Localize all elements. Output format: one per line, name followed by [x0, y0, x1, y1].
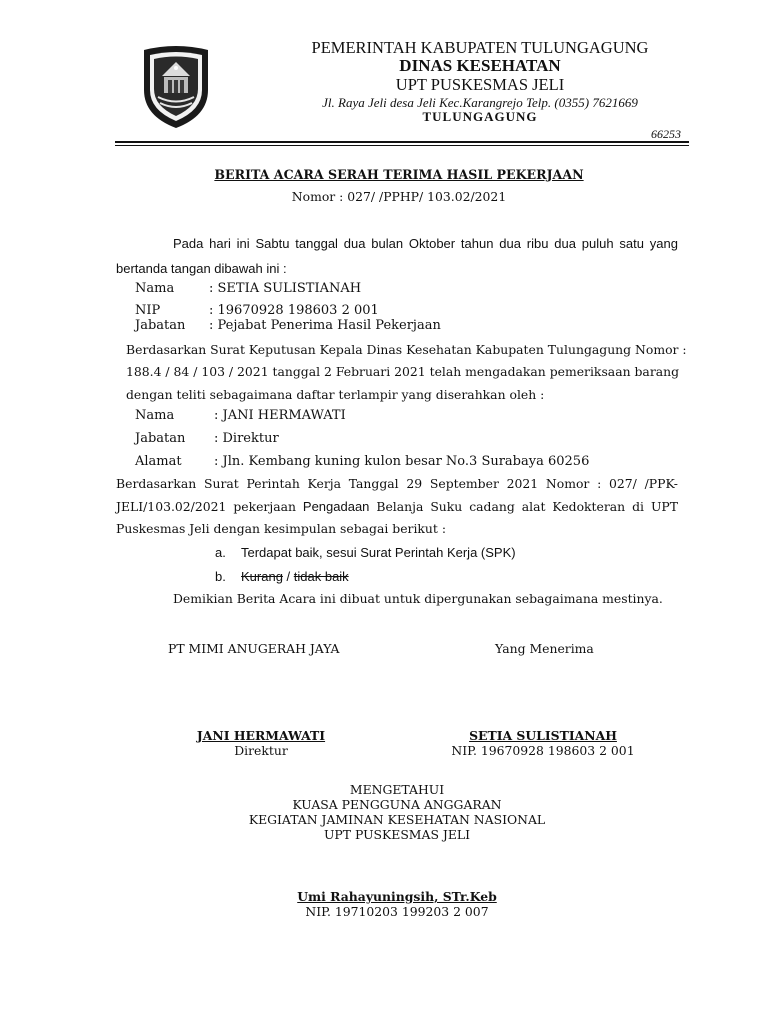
ttd-left-org: PT MIMI ANUGERAH JAYA: [168, 641, 340, 656]
kesimpulan-item-a: Terdapat baik, sesui Surat Perintah Kerja (SPK): [241, 545, 516, 560]
penerima-nama-value: : SETIA SULISTIANAH: [209, 281, 362, 296]
ttd-left-title: Direktur: [234, 743, 288, 758]
berdasarkan1-line1: Berdasarkan Surat Keputusan Kepala Dinas Kesehatan Kabupaten Tulungagung Nomor :: [126, 342, 687, 357]
penyedia-alamat-label: Alamat: [135, 454, 182, 469]
kesimpulan-marker-b: b.: [215, 569, 226, 584]
berdasarkan1-line2: 188.4 / 84 / 103 / 2021 tanggal 2 Februari 2021 telah mengadakan pemeriksaan barang: [126, 364, 680, 379]
kop-line2: DINAS KESEHATAN: [399, 56, 561, 75]
penerima-nip-value: : 19670928 198603 2 001: [209, 303, 379, 318]
kesimpulan-item-b: [241, 569, 349, 584]
penyedia-nama-value: : JANI HERMAWATI: [214, 408, 346, 423]
kop-address: Jl. Raya Jeli desa Jeli Kec.Karangrejo Telp. (0355) 7621669: [322, 95, 638, 110]
document-number: Nomor : 027/ /PPHP/ 103.02/2021: [291, 189, 507, 204]
mengetahui-line4: UPT PUSKESMAS JELI: [323, 827, 471, 842]
mengetahui-name: Umi Rahayuningsih, STr.Keb: [297, 889, 497, 904]
kesimpulan-item-b-sep: /: [282, 569, 294, 584]
berdasarkan2-line2-part-c: Belanja Suku cadang alat Kedokteran di UPT: [369, 499, 679, 514]
penerima-jabatan-value: : Pejabat Penerima Hasil Pekerjaan: [209, 318, 441, 333]
penyedia-nama-label: Nama: [135, 408, 175, 423]
kop-divider-thin: [115, 145, 689, 146]
berdasarkan1-line3: dengan teliti sebagaimana daftar terlampir yang diserahkan oleh :: [126, 387, 545, 402]
closing-statement: Demikian Berita Acara ini dibuat untuk dipergunakan sebagaimana mestinya.: [173, 591, 663, 606]
penyedia-alamat-value: : Jln. Kembang kuning kulon besar No.3 Surabaya 60256: [214, 454, 590, 469]
berdasarkan2-line1: Berdasarkan Surat Perintah Kerja Tanggal 29 September 2021 Nomor : 027/ /PPK-: [116, 476, 678, 491]
kop-postal: 66253: [651, 127, 681, 141]
kop-city: TULUNGAGUNG: [422, 109, 538, 124]
kesimpulan-item-b-tidak-baik: tidak baik: [293, 569, 349, 584]
berdasarkan2-line2-part-a: JELI/103.02/2021 pekerjaan: [116, 499, 303, 514]
mengetahui-line1: MENGETAHUI: [349, 782, 445, 797]
kop-divider: [115, 141, 689, 143]
penyedia-jabatan-value: : Direktur: [214, 431, 279, 446]
document-title: BERITA ACARA SERAH TERIMA HASIL PEKERJAAN: [214, 167, 584, 182]
penerima-nip-label: NIP: [135, 303, 161, 318]
kop-line3: UPT PUSKESMAS JELI: [395, 75, 565, 94]
ttd-right-name: SETIA SULISTIANAH: [469, 728, 617, 743]
penerima-nama-label: Nama: [135, 281, 175, 296]
berdasarkan2-line3: Puskesmas Jeli dengan kesimpulan sebagai berikut :: [116, 521, 447, 536]
penerima-jabatan-label: Jabatan: [135, 318, 186, 333]
mengetahui-nip: NIP. 19710203 199203 2 007: [305, 904, 489, 919]
ttd-right-nip: NIP. 19670928 198603 2 001: [451, 743, 635, 758]
ttd-left-name: JANI HERMAWATI: [196, 728, 326, 743]
kesimpulan-item-b-kurang: Kurang: [241, 569, 283, 584]
intro-line2: bertanda tangan dibawah ini :: [116, 261, 287, 276]
ttd-right-org: Yang Menerima: [495, 641, 594, 656]
mengetahui-line2: KUASA PENGGUNA ANGGARAN: [292, 797, 502, 812]
penyedia-jabatan-label: Jabatan: [135, 431, 186, 446]
tulungagung-regency-emblem-icon: [140, 44, 212, 130]
kop-line1: PEMERINTAH KABUPATEN TULUNGAGUNG: [311, 38, 649, 57]
intro-line1: Pada hari ini Sabtu tanggal dua bulan Oktober tahun dua ribu dua puluh satu yang: [173, 236, 678, 251]
berdasarkan2-line2: [116, 499, 678, 514]
berdasarkan2-line2-pengadaan: Pengadaan: [302, 499, 370, 514]
kesimpulan-marker-a: a.: [215, 545, 226, 560]
mengetahui-line3: KEGIATAN JAMINAN KESEHATAN NASIONAL: [248, 812, 546, 827]
